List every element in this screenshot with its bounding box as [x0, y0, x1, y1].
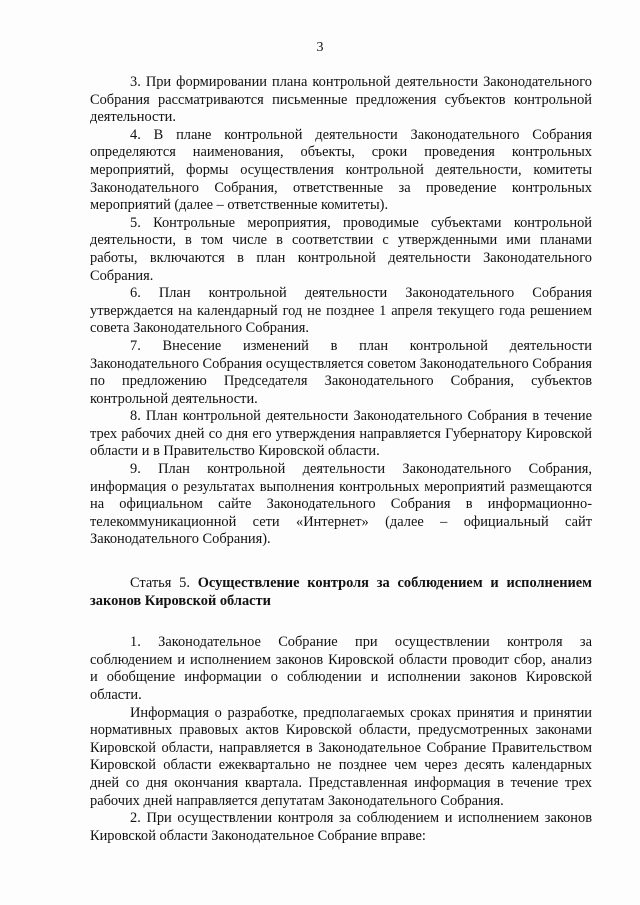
- paragraph-item-7: 7. Внесение изменений в план контрольной деятельности Законодательного Собрания осуществляется советом Законодательного Собрания по предложению Председателя Законодательного Собрания, субъектов контрольной деятельности.: [90, 337, 592, 407]
- article-prefix: Статья 5.: [130, 575, 198, 592]
- article-paragraph-2: 2. При осуществлении контроля за соблюдением и исполнением законов Кировской области Законодательное Собрание вправе:: [90, 810, 592, 844]
- paragraph-item-6: 6. План контрольной деятельности Законодательного Собрания утверждается на календарный год не позднее 1 апреля текущего года решением совета Законодательного Собрания.: [90, 285, 592, 337]
- page-number: 3: [316, 40, 324, 55]
- paragraph-item-4: 4. В плане контрольной деятельности Законодательного Собрания определяются наименования, объекты, сроки проведения контрольных мероприятий, формы осуществления контрольной деятельности, комитеты Законодательного Собрания, ответственные за проведение контрольных мероприятий (далее – ответственные комитеты).: [90, 126, 592, 214]
- document-body: [90, 74, 592, 845]
- paragraph-item-5: 5. Контрольные мероприятия, проводимые субъектами контрольной деятельности, в том числе в соответствии с утвержденными ими планами работы, включаются в план контрольной деятельности Законодательного Собрания.: [90, 214, 592, 284]
- article-heading: [90, 575, 592, 610]
- article-paragraph-info: Информация о разработке, предполагаемых сроках принятия и принятии нормативных правовых актов Кировской области, предусмотренных законами Кировской области, направляется в Законодательное Собрание Правительством Кировской области ежеквартально не позднее чем через десять календарных дней со дня окончания квартала. Представленная информация в течение трех рабочих дней направляется депутатам Законодательного Собрания.: [90, 704, 592, 809]
- paragraph-item-8: 8. План контрольной деятельности Законодательного Собрания в течение трех рабочих дней со дня его утверждения направляется Губернатору Кировской области и в Правительство Кировской области.: [90, 408, 592, 460]
- article-title: Осуществление контроля за соблюдением и исполнением законов Кировской области: [90, 575, 592, 609]
- paragraph-item-3: 3. При формировании плана контрольной деятельности Законодательного Собрания рассматриваются письменные предложения субъектов контрольной деятельности.: [90, 74, 592, 126]
- article-paragraph-1: 1. Законодательное Собрание при осуществлении контроля за соблюдением и исполнением законов Кировской области проводит сбор, анализ и обобщение информации о соблюдении и исполнении законов Кировской области.: [90, 634, 592, 703]
- paragraph-item-9: 9. План контрольной деятельности Законодательного Собрания, информация о результатах выполнения контрольных мероприятий размещаются на официальном сайте Законодательного Собрания в информационно-телекоммуникационной сети «Интернет» (далее – официальный сайт Законодательного Собрания).: [90, 461, 592, 548]
